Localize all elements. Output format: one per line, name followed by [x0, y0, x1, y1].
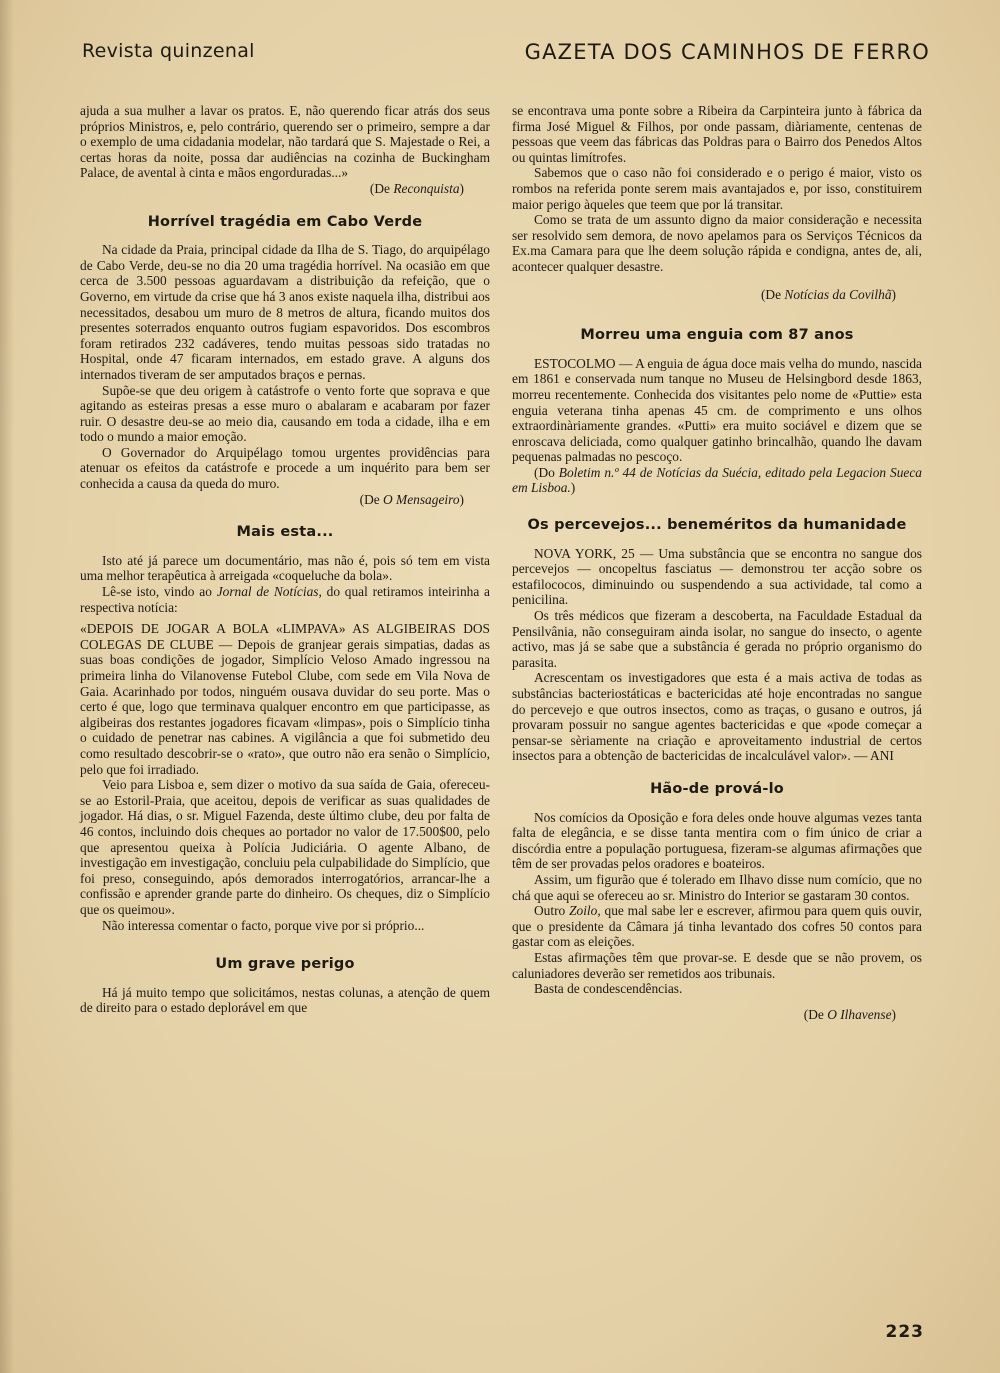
source-attribution: (De O Mensageiro) — [359, 491, 464, 507]
running-header-right: GAZETA DOS CAMINHOS DE FERRO — [524, 40, 930, 64]
page-edge-shadow — [0, 0, 14, 1373]
continued-paragraph: ajuda a sua mulher a lavar os pratos. E, não querendo ficar atrás dos seus próprios Ministros, e, pelo contrário, querendo ser o primeiro, sempre a dar o exemplo de uma cidadania modelar, não tardará que S. Majestade o Rei, a certas horas da noite, possa dar audiências na cozinha de Buckingham Palace, de avental à cinta e mãos engorduradas...» — [80, 103, 490, 181]
right-column — [512, 103, 922, 1022]
article-paragraph: ESTOCOLMO — A enguia de água doce mais velha do mundo, nascida em 1861 e conservada num tanque no Museu de Helsingbord desde 1863, morreu recentemente. Conhecida dos visitantes pelo nome de «Puttie» esta enguia veterana tinha apenas 45 cm. de comprimento e uns olhos extraordinàriamente grandes. «Putti» era muito sociável e dizem que se enroscava deliciada, como qualquer gatinho brincalhão, quando lhe davam pequenas palmadas no pescoço. — [512, 355, 922, 465]
article-paragraph: Nos comícios da Oposição e fora deles onde houve algumas vezes tanta falta de elegância, e se disse tanta mentira com o fim único de criar a discórdia entre a população portuguesa, fizeram-se algumas afirmações que têm de ser provadas pelos oradores e boateiros. — [512, 809, 922, 872]
continued-paragraph: se encontrava uma ponte sobre a Ribeira da Carpinteira junto à fábrica da firma José Miguel & Filhos, por onde passam, diàriamente, centenas de pessoas que veem das fábricas das Poldras para o Bairro dos Penedos Altos ou quintas limítrofes. — [512, 103, 922, 165]
source-attribution: (De Reconquista) — [369, 180, 464, 196]
article-paragraph: O Governador do Arquipélago tomou urgentes providências para atenuar os efeitos da catástrofe e procede a um inquérito para bem ser conhecida a causa da queda do muro. — [80, 444, 490, 492]
article-title: Um grave perigo — [215, 956, 355, 973]
article-paragraph: Outro Zoilo, que mal sabe ler e escrever, afirmou para quem quis ouvir, que o presidente da Câmara já tinha levantado dos cofres 50 contos para gastar com as eleições. — [512, 903, 922, 950]
article-paragraph: Sabemos que o caso não foi considerado e o perigo é maior, visto os rombos na referida ponte serem mais avantajados e, por isso, constituirem maior perigo àqueles que teem que por lá transitar. — [512, 165, 922, 212]
article-title: Hão-de prová-lo — [650, 780, 784, 797]
article-paragraph: Há já muito tempo que solicitámos, nestas colunas, a atenção de quem de direito para o estado deplorável em que — [80, 984, 490, 1016]
article-title: Os percevejos... beneméritos da humanidade — [527, 517, 907, 534]
article-title: Mais esta... — [236, 524, 334, 541]
source-attribution: (De Notícias da Covilhã) — [760, 286, 896, 302]
article-paragraph: Supõe-se que deu origem à catástrofe o vento forte que soprava e que agitando as esteiras presas a esse muro o abalaram e acabaram por fazer ruir. O desastre deu-se ao meio dia, causando em toda a cidade, ilha e em todo o mundo a maior emoção. — [80, 382, 490, 445]
left-column — [80, 103, 490, 1016]
article-paragraph: Os três médicos que fizeram a descoberta, na Faculdade Estadual da Pensilvânia, não conseguiram ainda isolar, no sangue do insecto, o agente activo, mas já se sabe que a substância é gerada no próprio organismo do parasita. — [512, 608, 922, 670]
source-attribution: (Do Boletim n.º 44 de Notícias da Suécia, editado pela Legacion Sueca em Lisboa.) — [512, 464, 922, 496]
running-header-left: Revista quinzenal — [82, 40, 255, 62]
article-paragraph: Na cidade da Praia, principal cidade da Ilha de S. Tiago, do arquipélago de Cabo Verde, deu-se no dia 20 uma tragédia horrível. Na ocasião em que cerca de 3.500 pessoas aguardavam a distribuição da refeição, que o Governo, em virtude da crise que há 3 anos existe naquela ilha, distribui aos necessitados, desabou um muro de 8 metros de altura, ficando muitos dos presentes soterrados enquanto outros fugiam espavoridos. Dos escombros foram retirados 232 cadáveres, tendo muitas pessoas sido tratadas no Hospital, onde 47 ficaram internados, em estado grave. A alguns dos internados tiveram de ser amputados braços e pernas. — [80, 242, 490, 382]
page-number: 223 — [885, 1322, 924, 1342]
article-paragraph: Basta de condescendências. — [534, 981, 683, 997]
article-paragraph: Isto até já parece um documentário, mas não é, pois só tem em vista uma melhor terapêutica à arreigada «coqueluche da bola». — [80, 552, 490, 584]
article-paragraph: Assim, um figurão que é tolerado em Ilhavo disse num comício, que no chá que aqui se ofereceu ao sr. Ministro do Interior se gastaram 30 contos. — [512, 871, 922, 903]
source-attribution: (De O Ilhavense) — [803, 1006, 896, 1022]
quoted-news: «DEPOIS DE JOGAR A BOLA «LIMPAVA» AS ALGIBEIRAS DOS COLEGAS DE CLUBE — Depois de granjear gerais simpatias, dadas as suas boas condições de jogador, Simplício Veloso Amado ingressou na primeira linha do Vilanovense Futebol Clube, com sede em Vila Nova de Gaia. Acarinhado por todos, ninguém ousava duvidar do seu porte. Mas o certo é que, logo que terminava qualquer encontro em que participasse, as algibeiras dos restantes jogadores ficavam «limpas», pois o Simplício tinha o cuidado de penetrar nas cabines. A vigilância a que foi submetido deu como resultado descobrir-se o «rato», que outro não era senão o Simplício, pelo que foi irradiado. — [80, 621, 490, 777]
article-paragraph: Como se trata de um assunto digno da maior consideração e necessita ser resolvido sem demora, de novo apelamos para os Serviços Técnicos da Ex.ma Camara para que lhe deem solução rápida e condigna, antes de, ali, acontecer qualquer desastre. — [512, 212, 922, 274]
article-paragraph: Estas afirmações têm que provar-se. E desde que se não provem, os caluniadores deverão ser remetidos aos tribunais. — [512, 949, 922, 981]
article-paragraph: Acrescentam os investigadores que esta é a mais activa de todas as substâncias bacteriostáticas e bactericidas até hoje encontradas no sangue do percevejo e que outros insectos, como as traças, o gusano e outros, já provaram possuir no sangue agentes bactericidas e que «pode começar a pensar-se sèriamente na criação e aproveitamento industrial de certos insectos para a obtenção de bactericidas de incalculável valor». — ANI — [512, 670, 922, 764]
article-paragraph: Não interessa comentar o facto, porque vive por si próprio... — [102, 917, 425, 933]
article-title: Morreu uma enguia com 87 anos — [580, 327, 854, 344]
article-title: Horrível tragédia em Cabo Verde — [147, 213, 423, 230]
article-paragraph: NOVA YORK, 25 — Uma substância que se encontra no sangue dos percevejos — oncopeltus fasciatus — demonstrou ter acção sobre os estafilococos, diminuindo ou suspendendo a sua actividade, tal como a penicilina. — [512, 545, 922, 608]
article-paragraph: Lê-se isto, vindo ao Jornal de Notícias, do qual retiramos inteirinha a respectiva notícia: — [80, 584, 491, 615]
article-paragraph: Veio para Lisboa e, sem dizer o motivo da sua saída de Gaia, ofereceu-se ao Estoril-Praia, que aceitou, depois de verificar as suas qualidades de jogador. Há dias, o sr. Miguel Fazenda, deste último clube, deu por falta de 46 contos, incluindo dois cheques ao portador no valor de 17.500$00, pelo que apresentou queixa à Polícia Judiciária. O agente Albano, de investigação em investigação, concluiu pela culpabilidade do Simplício, que foi preso, conseguindo, após demorados interrogatórios, arrancar-lhe a confissão e aprender grande parte do dinheiro. Os cheques, diz o Simplício que os queimou». — [80, 777, 490, 917]
